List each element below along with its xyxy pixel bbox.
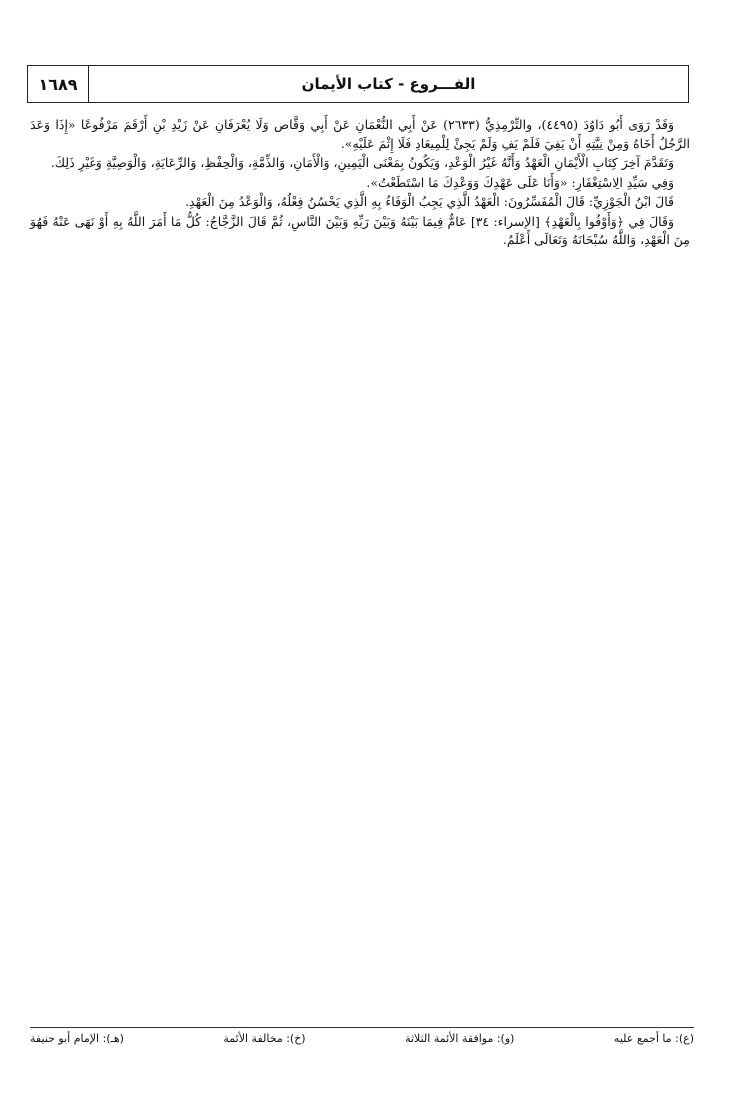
legend-dissent: (خ): مخالفة الأئمة (223, 1032, 306, 1045)
paragraph-zajjaj: وَقَالَ فِي ﴿وَأَوْفُوا بِالْعَهْدِ﴾ [الإسراء: ٣٤] عَامٌّ فِيمَا بَيْنَهُ وَبَيْنَ رَبِّهِ وَبَيْنَ النَّاسِ، ثُمَّ قَالَ الزَّجَّاجُ: كُلُّ مَا أَمَرَ اللَّهُ بِهِ أَوْ نَهَى عَنْهُ فَهُوَ مِنَ الْعَهْدِ، وَاللَّهُ سُبْحَانَهُ وَتَعَالَى أَعْلَمُ. (30, 213, 690, 247)
running-title: الفـــروع - كتاب الأيمان (301, 75, 476, 93)
footer-divider (30, 1027, 694, 1028)
page-header (27, 65, 689, 103)
page-number: ١٦٨٩ (28, 66, 89, 102)
paragraph-ibn-jawzi: قَالَ ابْنُ الْجَوْزِيِّ: قَالَ الْمُفَسِّرُونَ: الْعَهْدُ الَّذِي يَجِبُ الْوَفَاءُ بِهِ الَّذِي يَحْسُنُ فِعْلُهُ، وَالْوَعْدُ مِنَ الْعَهْدِ. (185, 194, 674, 209)
paragraph-sayyid-istighfar: وَفِي سَيِّدِ الِاسْتِغْفَارِ: «وَأَنَا عَلَى عَهْدِكَ وَوَعْدِكَ مَا اسْتَطَعْتُ». (366, 174, 674, 190)
paragraph-ahd-meaning: وَتَقَدَّمَ آخِرَ كِتَابِ الْأَيْمَانِ الْعَهْدُ وَأَنَّهُ غَيْرُ الْوَعْدِ، وَيَكُونُ بِمَعْنَى الْيَمِينِ، وَالْأَمَانِ، وَالذِّمَّةِ، وَالْحِفْظِ، وَالرِّعَايَةِ، وَالْوَصِيَّةِ وَغَيْرِ ذَلِكَ. (50, 155, 674, 170)
legend-three-imams: (و): موافقة الأئمة الثلاثة (405, 1032, 515, 1045)
main-text (30, 116, 690, 251)
footer-legend (30, 1032, 694, 1052)
legend-abu-hanifa: (هـ): الإمام أبو حنيفة (30, 1032, 124, 1045)
paragraph-abu-dawud-hadith: وَقَدْ رَوَى أَبُو دَاوُدَ (٤٤٩٥)، والتِّرْمِذِيُّ (٢٦٣٣) عَنْ أَبِي النُّعْمَانِ عَنْ أَبِي وَقَّاص وَلَا يُعْرَفَانِ عَنْ زَيْدِ بْنِ أَرْقَمَ مَرْفُوعًا «إِذَا وَعَدَ الرَّجُلُ أَخَاهُ وَمِنْ نِيَّتِهِ أَنْ يَفِيَ فَلَمْ يَفِ وَلَمْ يَجِئْ لِلْمِيعَادِ فَلَا إِثْمَ عَلَيْهِ». (30, 117, 690, 151)
legend-consensus: (ع): ما أجمع عليه (613, 1032, 694, 1045)
